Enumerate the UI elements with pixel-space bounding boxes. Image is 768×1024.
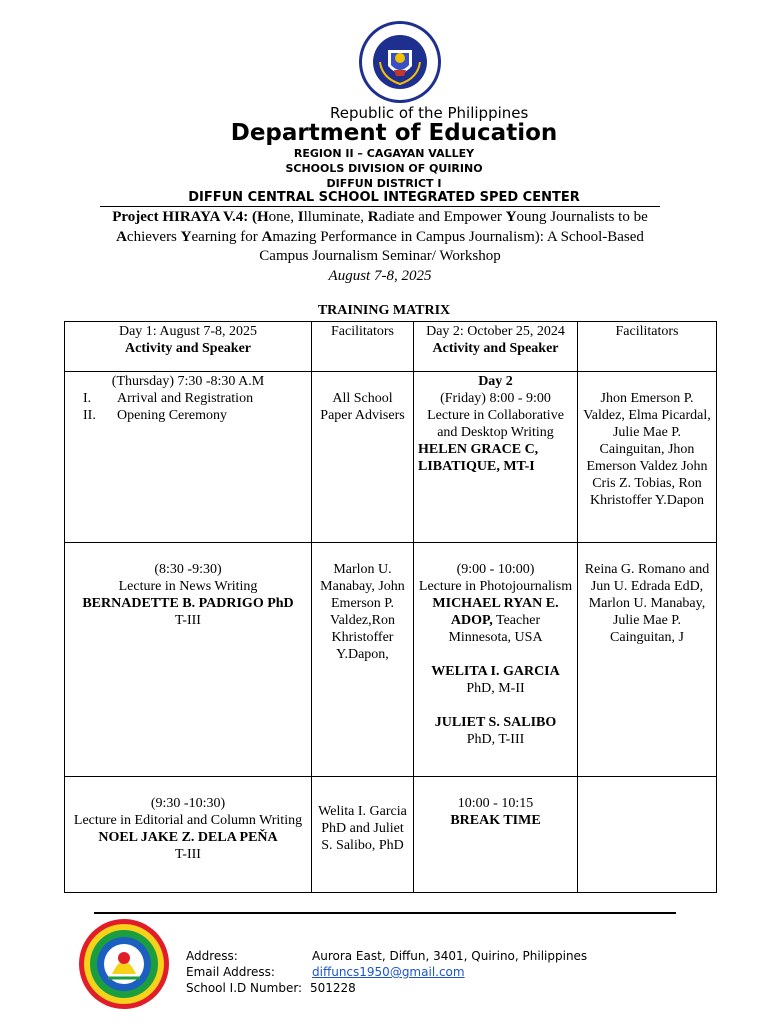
row2-day2-speaker3-position: PhD, T-III [466,732,525,747]
school-heading: DIFFUN CENTRAL SCHOOL INTEGRATED SPED CENTER [188,190,580,205]
address-value: Aurora East, Diffun, 3401, Quirino, Philippines [312,949,588,963]
list-item [69,407,307,424]
address-row [186,948,587,964]
deped-seal-logo [358,20,442,104]
school-id-row [186,980,587,996]
row2-day2-speaker3: JULIET S. SALIBO [434,715,557,730]
row1-day2-facilitators-text: Jhon Emerson P. Valdez, Elma Picardal, Julie Mae P. Cainguitan, Jhon Emerson Valdez John Cris Z. Tobias, Ron Khristoffer Y.Dapon [583,391,711,508]
acronym-letter: R [367,209,379,225]
table-row [65,372,717,543]
acronym-word-rest: one, [268,209,298,225]
project-title: Project HIRAYA V.4: ( [112,209,257,225]
row1-day2-title: Lecture in Collaborative and Desktop Writing [427,408,564,440]
acronym-word-rest: adiate and Empower [378,209,506,225]
acronym-letter: A [116,228,127,245]
district-heading: DIFFUN DISTRICT I [326,177,442,190]
row2-title: Lecture in News Writing [118,579,258,594]
table-header-row [65,322,717,372]
row2-day2-speaker2-position: PhD, M-II [466,681,525,696]
row2-day2-time: (9:00 - 10:00) [456,562,535,577]
row2-day2-speaker2: WELITA I. GARCIA [431,664,560,679]
row2-speaker: BERNADETTE B. PADRIGO PhD [82,596,294,611]
school-id-value: 501228 [310,981,356,995]
table-row [65,543,717,777]
row1-day2-activity [414,372,578,543]
list-item-number: II. [83,408,96,423]
acronym-word-rest: lluminate, [303,209,368,225]
acronym-letter: A [261,228,273,245]
footer-divider [94,912,676,914]
row1-day2-speaker: HELEN GRACE C, LIBATIQUE, MT-I [418,442,539,474]
training-matrix-title: TRAINING MATRIX [317,303,451,318]
division-heading: SCHOOLS DIVISION OF QUIRINO [285,162,483,175]
row2-position: T-III [175,613,201,628]
department-heading: Department of Education [230,120,558,146]
row2-facilitators-text: Marlon U. Manabay, John Emerson P. Valdez,Ron Khristoffer Y.Dapon, [320,562,405,662]
list-item-text: Opening Ceremony [117,408,228,423]
row1-day2-facilitators [578,372,717,543]
training-matrix-table [64,321,717,893]
header-day1 [65,322,312,372]
row1-facilitators-text: All School Paper Advisers [320,391,405,423]
row2-day2-speaker1-affiliation: Teacher Minnesota, USA [448,613,543,645]
row3-speaker: NOEL JAKE Z. DELA PEŇA [98,830,278,845]
row3-day2-activity [414,777,578,893]
address-label: Address: [186,949,238,963]
header-divider [100,206,660,207]
header-day2 [414,322,578,372]
republic-heading: Republic of the Philippines [330,104,529,122]
row1-activity [65,372,312,543]
acronym-letter: Y [180,228,192,245]
row1-items [69,390,307,424]
header-facilitators-1: Facilitators [312,322,414,372]
header-day1-date: Day 1: August 7-8, 2025 [118,324,258,339]
table-row [65,777,717,893]
row3-facilitators-text: Welita I. Garcia PhD and Juliet S. Salibo, PhD [318,804,407,853]
row1-facilitators [312,372,414,543]
row2-day2-facilitators-text: Reina G. Romano and Jun U. Edrada EdD, Marlon U. Manabay, Julie Mae P. Cainguitan, J [584,562,710,645]
acronym-letter: Y [505,209,517,225]
header-day1-label: Activity and Speaker [125,341,251,356]
acronym-word-rest: oung Journalists to be [516,209,648,225]
list-item-number: I. [83,391,92,406]
header-day2-date: Day 2: October 25, 2024 [426,324,565,339]
email-label: Email Address: [186,965,275,979]
contact-info [186,948,587,996]
row2-activity [65,543,312,777]
list-item-text: Arrival and Registration [117,391,254,406]
row3-facilitators [312,777,414,893]
email-link[interactable]: diffuncs1950@gmail.com [312,965,465,979]
acronym-letter: I [297,209,304,225]
row2-day2-activity [414,543,578,777]
row2-day2-facilitators [578,543,717,777]
row3-day2-time: 10:00 - 10:15 [457,796,534,811]
row2-time: (8:30 -9:30) [154,562,222,577]
row3-position: T-III [175,847,201,862]
acronym-word-rest: mazing Performance in Campus Journalism): A School-Based Campus Journalism Seminar/ Workshop [259,228,644,264]
row3-day2-facilitators [578,777,717,893]
list-item [69,390,307,407]
acronym-word-rest: chievers [126,228,181,245]
row2-day2-speaker1: MICHAEL RYAN E. ADOP, [432,596,559,628]
project-date: August 7-8, 2025 [328,267,432,284]
row1-time: (Thursday) 7:30 -8:30 A.M [111,374,265,389]
row3-time: (9:30 -10:30) [150,796,226,811]
row1-day2-time: (Friday) 8:00 - 9:00 [440,391,551,406]
acronym-letter: H [256,209,269,225]
school-id-label: School I.D Number: [186,981,303,995]
acronym-word-rest: earning for [191,228,262,245]
header-day2-label: Activity and Speaker [432,341,559,356]
project-description [90,208,670,286]
row3-activity [65,777,312,893]
email-row [186,964,587,980]
row3-title: Lecture in Editorial and Column Writing [73,813,303,828]
school-logo [78,918,170,1010]
row1-day2-day: Day 2 [478,374,513,389]
row3-day2-title: BREAK TIME [450,813,541,828]
row2-facilitators [312,543,414,777]
header-facilitators-2: Facilitators [578,322,717,372]
row2-day2-title: Lecture in Photojournalism [418,579,573,594]
region-heading: REGION II – CAGAYAN VALLEY [293,147,475,160]
